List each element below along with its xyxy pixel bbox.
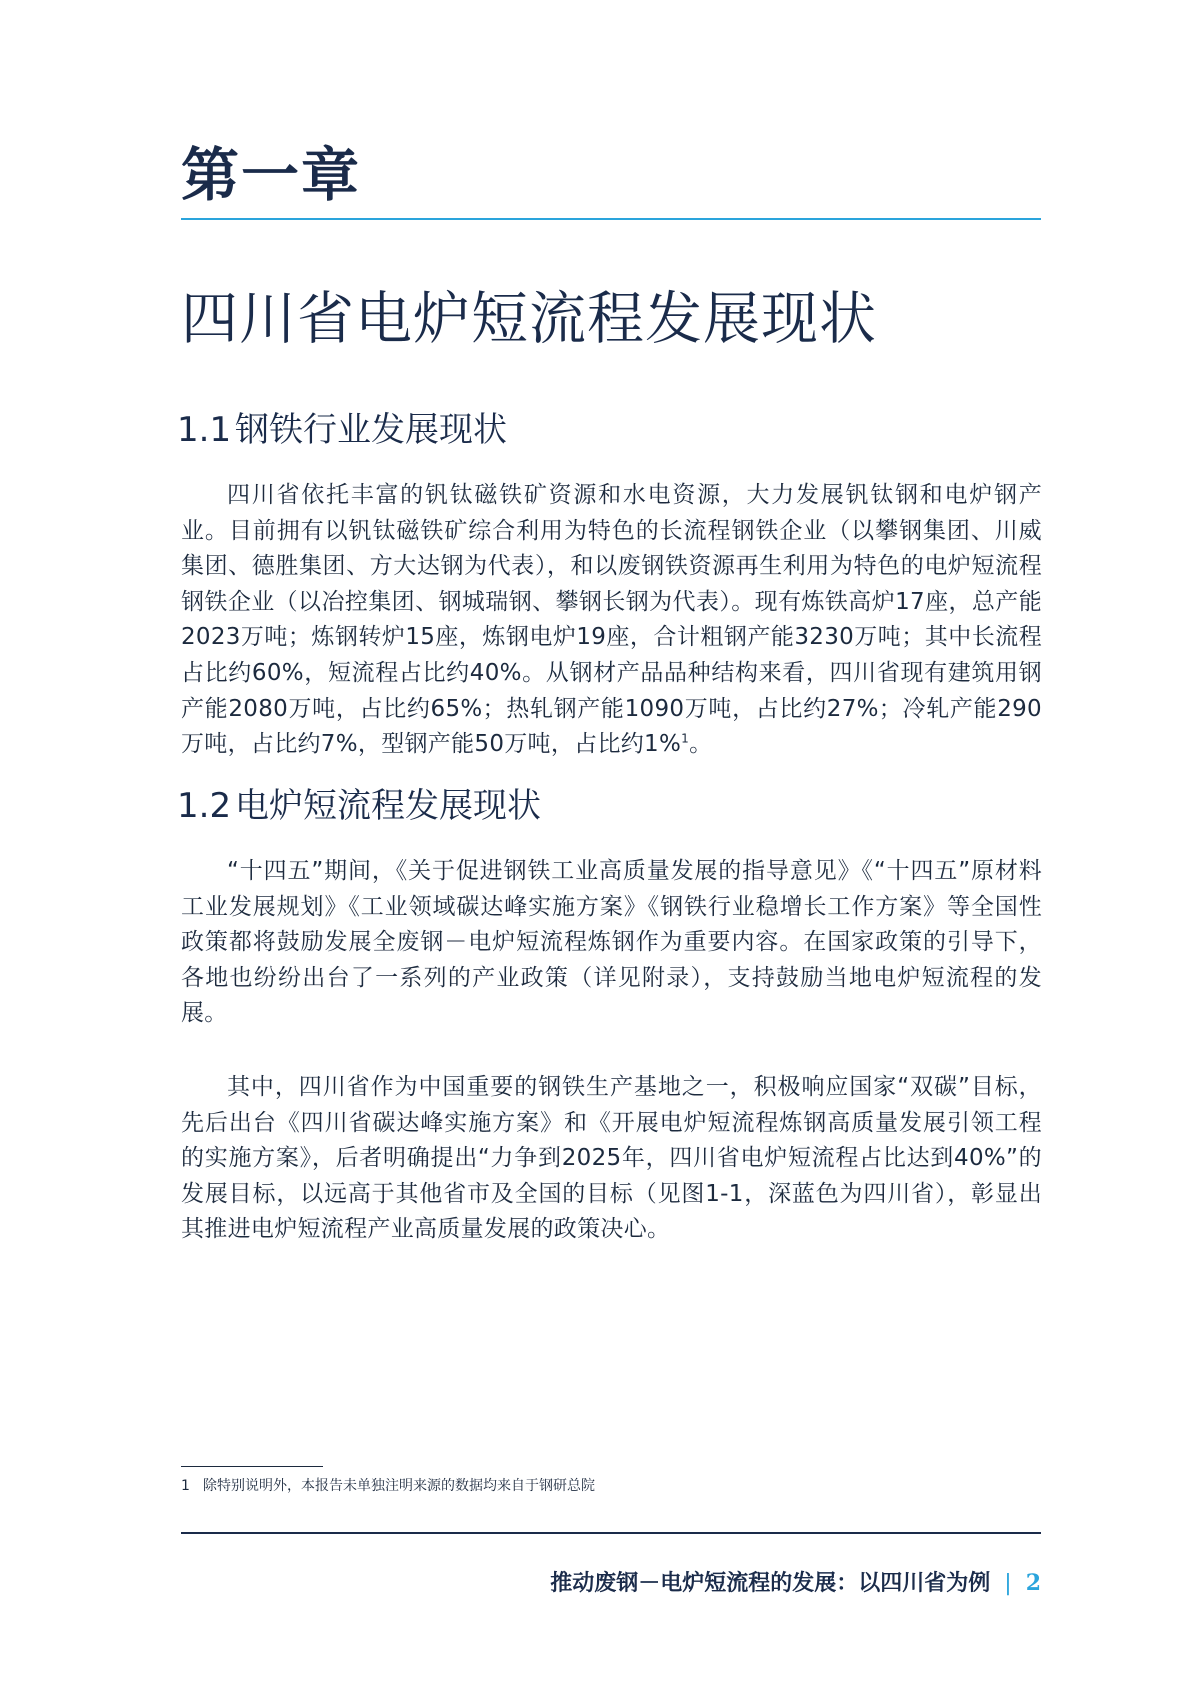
section-1-1-paragraph [181,478,1042,763]
section-title: 电炉短流程发展现状 [235,786,541,826]
footnote-divider [181,1466,323,1467]
chapter-label: 第一章 [181,141,362,209]
section-heading-1-2 [177,784,541,828]
paragraph-text: 四川省依托丰富的钒钛磁铁矿资源和水电资源，大力发展钒钛钢和电炉钢产业。目前拥有以钒钛磁铁矿综合利用为特色的长流程钢铁企业（以攀钢集团、川威集团、德胜集团、方大达钢为代表），和以废钢铁资源再生利用为特色的电炉短流程钢铁企业（以冶控集团、钢城瑞钢、攀钢长钢为代表）。现有炼铁高炉17座，总产能2023万吨；炼钢转炉15座，炼钢电炉19座，合计粗钢产能3230万吨；其中长流程占比约60%，短流程占比约40%。从钢材产品品种结构来看，四川省现有建筑用钢产能2080万吨，占比约65%；热轧钢产能1090万吨，占比约27%；冷轧产能290万吨，占比约7%，型钢产能50万吨，占比约1% [181,482,1042,758]
section-heading-1-1 [177,408,507,452]
paragraph-end: 。 [689,731,713,758]
section-number: 1.2 [177,786,232,826]
footer-separator: | [1004,1571,1012,1596]
footer-divider [181,1532,1041,1534]
page-number: 2 [1025,1570,1041,1596]
section-title: 钢铁行业发展现状 [235,410,507,450]
section-1-2-paragraph-1: “十四五”期间，《关于促进钢铁工业高质量发展的指导意见》《“十四五”原材料工业发展规划》《工业领域碳达峰实施方案》《钢铁行业稳增长工作方案》等全国性政策都将鼓励发展全废钢－电炉短流程炼钢作为重要内容。在国家政策的引导下，各地也纷纷出台了一系列的产业政策（详见附录），支持鼓励当地电炉短流程的发展。 [181,858,1042,1027]
footnote [181,1476,595,1496]
footer-title: 推动废钢－电炉短流程的发展：以四川省为例 [550,1571,991,1596]
chapter-title: 四川省电炉短流程发展现状 [181,286,877,352]
chapter-divider [181,218,1041,220]
section-1-2-paragraph-2: 其中，四川省作为中国重要的钢铁生产基地之一，积极响应国家“双碳”目标，先后出台《四川省碳达峰实施方案》和《开展电炉短流程炼钢高质量发展引领工程的实施方案》，后者明确提出“力争到2025年，四川省电炉短流程占比达到40%”的发展目标，以远高于其他省市及全国的目标（见图1-1，深蓝色为四川省），彰显出其推进电炉短流程产业高质量发展的政策决心。 [181,1074,1042,1243]
footnote-text: 除特别说明外，本报告未单独注明来源的数据均来自于钢研总院 [203,1478,595,1494]
footnote-number: 1 [181,1478,190,1494]
section-number: 1.1 [177,410,232,450]
page-footer [550,1568,1041,1599]
footnote-reference[interactable]: 1 [681,731,690,746]
